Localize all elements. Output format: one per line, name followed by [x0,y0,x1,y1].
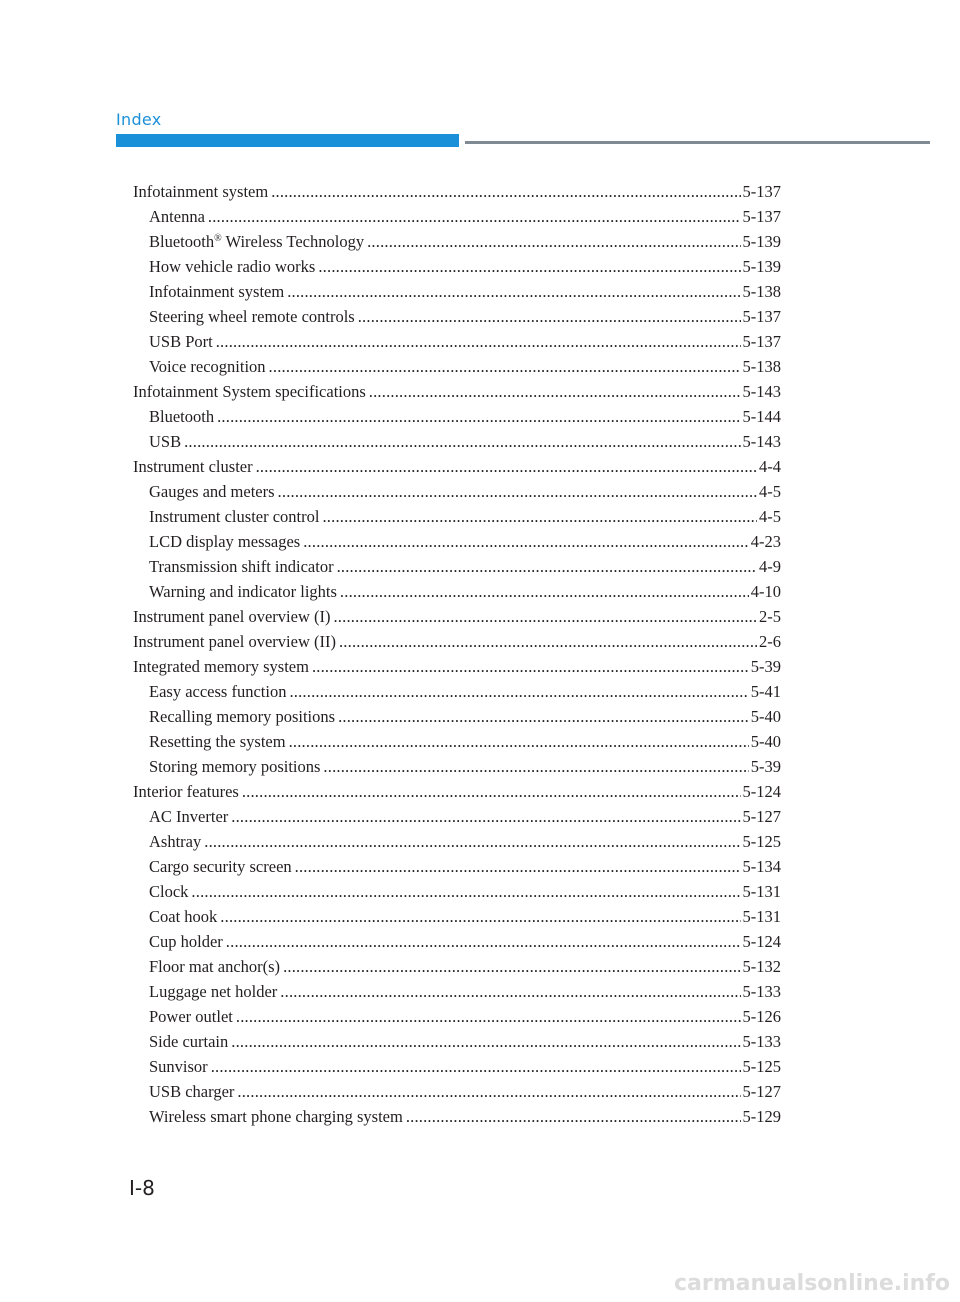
entry-label [149,804,228,829]
entry-page-ref: 5-137 [742,307,781,326]
entry-label [149,429,181,454]
entry-label-text: Antenna [149,207,205,226]
dot-leader [242,779,741,804]
dot-leader [204,829,740,854]
page-number: I-8 [129,1176,155,1200]
entry-label [149,529,300,554]
index-subentry [133,679,781,704]
dot-leader [211,1054,741,1079]
entry-label [149,229,364,254]
index-subentry [133,229,781,254]
entry-label-text: Steering wheel remote controls [149,307,355,326]
entry-label-text: Coat hook [149,907,218,926]
entry-page-ref: 5-143 [742,382,781,401]
entry-label [149,879,188,904]
dot-leader [226,929,741,954]
entry-label [149,1004,233,1029]
entry-page-ref: 4-5 [759,507,781,526]
index-subentry [133,204,781,229]
dot-leader [369,379,741,404]
entry-label-text: Transmission shift indicator [149,557,334,576]
dot-leader [191,879,740,904]
dot-leader [340,579,749,604]
index-subentry [133,479,781,504]
entry-page-ref: 5-137 [742,207,781,226]
entry-label [133,379,366,404]
entry-page-ref: 5-125 [742,1057,781,1076]
entry-label [149,1079,234,1104]
entry-label-text: Floor mat anchor(s) [149,957,281,976]
dot-leader [339,629,757,654]
entry-label-text: USB Port [149,332,213,351]
entry-page-ref: 2-5 [759,607,781,626]
dot-leader [318,254,740,279]
dot-leader [280,979,740,1004]
entry-page-ref: 5-131 [742,882,781,901]
index-subentry [133,404,781,429]
entry-label [149,829,201,854]
index-subentry [133,529,781,554]
entry-label-text: Instrument cluster [133,457,253,476]
entry-page-ref: 5-39 [750,757,781,776]
dot-leader [312,654,749,679]
entry-label [133,604,330,629]
index-entry [133,604,781,629]
dot-leader [358,304,741,329]
entry-page-ref: 4-5 [759,482,781,501]
entry-page-ref: 5-125 [742,832,781,851]
dot-leader [338,704,749,729]
dot-leader [295,854,741,879]
index-subentry [133,579,781,604]
index-subentry [133,504,781,529]
entry-label-text: LCD display messages [149,532,301,551]
entry-label [133,179,268,204]
dot-leader [216,329,741,354]
entry-label-text: Interior features [133,782,239,801]
entry-label [149,704,335,729]
entry-label-text: Ashtray [149,832,202,851]
entry-label-text: Instrument panel overview (I) [133,607,331,626]
entry-label-text: Cup holder [149,932,223,951]
entry-page-ref: 5-127 [742,807,781,826]
entry-page-ref: 5-40 [750,732,781,751]
index-subentry [133,279,781,304]
entry-label-suffix: Wireless Technology [221,232,365,251]
entry-page-ref: 5-133 [742,982,781,1001]
entry-label-text: Cargo security screen [149,857,292,876]
entry-label [149,354,266,379]
index-subentry [133,804,781,829]
index-subentry [133,329,781,354]
index-subentry [133,979,781,1004]
entry-page-ref: 5-137 [742,182,781,201]
index-subentry [133,1079,781,1104]
entry-label [149,954,280,979]
entry-label-text: USB charger [149,1082,235,1101]
entry-page-ref: 5-133 [742,1032,781,1051]
entry-label [149,979,277,1004]
dot-leader [256,454,757,479]
watermark: carmanualsonline.info [674,1271,950,1296]
dot-leader [322,504,757,529]
entry-label [133,454,253,479]
entry-page-ref: 5-137 [742,332,781,351]
index-subentry [133,854,781,879]
entry-page-ref: 5-126 [742,1007,781,1026]
entry-label-text: Bluetooth [149,232,215,251]
index-list [133,179,781,1129]
entry-label [149,929,223,954]
index-subentry [133,429,781,454]
dot-leader [303,529,749,554]
entry-label-text: Gauges and meters [149,482,275,501]
entry-label [149,579,337,604]
entry-label-text: Resetting the system [149,732,286,751]
entry-label [149,1104,403,1129]
dot-leader [220,904,740,929]
entry-page-ref: 5-129 [742,1107,781,1126]
index-subentry [133,1004,781,1029]
index-subentry [133,954,781,979]
entry-label [133,779,239,804]
entry-page-ref: 4-4 [759,457,781,476]
entry-label-text: Easy access function [149,682,287,701]
dot-leader [289,679,748,704]
dot-leader [184,429,740,454]
entry-label-text: Side curtain [149,1032,229,1051]
dot-leader [278,479,757,504]
entry-page-ref: 5-40 [750,707,781,726]
dot-leader [231,804,740,829]
entry-label [149,679,286,704]
header-accent-bar [116,134,459,147]
entry-page-ref: 5-143 [742,432,781,451]
dot-leader [323,754,748,779]
entry-page-ref: 5-41 [750,682,781,701]
header-divider-line [465,141,930,144]
entry-label [133,654,309,679]
entry-label-text: Integrated memory system [133,657,309,676]
index-entry [133,179,781,204]
entry-label [149,1054,208,1079]
entry-label-text: Infotainment system [149,282,285,301]
dot-leader [283,954,740,979]
entry-label [149,729,286,754]
entry-label-text: Bluetooth [149,407,215,426]
entry-page-ref: 5-138 [742,282,781,301]
dot-leader [333,604,757,629]
index-subentry [133,1104,781,1129]
index-subentry [133,354,781,379]
entry-label-text: Infotainment System specifications [133,382,366,401]
dot-leader [208,204,741,229]
index-entry [133,779,781,804]
entry-label-text: Luggage net holder [149,982,278,1001]
entry-page-ref: 5-132 [742,957,781,976]
entry-label [149,854,292,879]
entry-page-ref: 5-134 [742,857,781,876]
entry-page-ref: 4-10 [750,582,781,601]
entry-page-ref: 5-124 [742,782,781,801]
entry-page-ref: 5-138 [742,357,781,376]
entry-label-text: Voice recognition [149,357,266,376]
dot-leader [269,354,741,379]
entry-label-text: Wireless smart phone charging system [149,1107,403,1126]
entry-label [149,329,213,354]
dot-leader [337,554,757,579]
entry-label [149,504,319,529]
entry-label [149,554,334,579]
dot-leader [237,1079,740,1104]
dot-leader [287,279,740,304]
entry-label [149,304,355,329]
dot-leader [367,229,740,254]
section-title: Index [116,110,162,129]
entry-label [133,629,336,654]
entry-page-ref: 5-124 [742,932,781,951]
entry-label-text: Infotainment system [133,182,269,201]
index-subentry [133,754,781,779]
entry-label-text: How vehicle radio works [149,257,316,276]
entry-label-text: Warning and indicator lights [149,582,337,601]
entry-label-text: USB [149,432,182,451]
entry-page-ref: 5-127 [742,1082,781,1101]
entry-label-text: Sunvisor [149,1057,208,1076]
registered-mark: ® [214,233,222,244]
entry-page-ref: 2-6 [759,632,781,651]
dot-leader [236,1004,741,1029]
entry-page-ref: 5-139 [742,257,781,276]
entry-label [149,904,217,929]
entry-page-ref: 5-131 [742,907,781,926]
index-subentry [133,904,781,929]
entry-label [149,254,315,279]
dot-leader [217,404,740,429]
entry-page-ref: 5-139 [742,232,781,251]
index-subentry [133,729,781,754]
dot-leader [289,729,749,754]
entry-label [149,479,275,504]
index-subentry [133,704,781,729]
entry-label-text: Power outlet [149,1007,233,1026]
index-subentry [133,879,781,904]
entry-label-text: Clock [149,882,189,901]
index-subentry [133,829,781,854]
entry-label-text: Storing memory positions [149,757,321,776]
dot-leader [271,179,740,204]
entry-label [149,279,284,304]
index-subentry [133,929,781,954]
index-subentry [133,304,781,329]
index-subentry [133,1029,781,1054]
index-subentry [133,554,781,579]
entry-label [149,404,214,429]
index-subentry [133,1054,781,1079]
entry-page-ref: 5-39 [750,657,781,676]
entry-label-text: Instrument cluster control [149,507,320,526]
entry-label [149,204,205,229]
entry-page-ref: 4-9 [759,557,781,576]
index-entry [133,454,781,479]
entry-label-text: Recalling memory positions [149,707,336,726]
index-entry [133,379,781,404]
dot-leader [406,1104,741,1129]
entry-label [149,1029,228,1054]
entry-page-ref: 5-144 [742,407,781,426]
entry-page-ref: 4-23 [750,532,781,551]
index-entry [133,654,781,679]
dot-leader [231,1029,740,1054]
entry-label [149,754,320,779]
index-subentry [133,254,781,279]
entry-label-text: AC Inverter [149,807,229,826]
entry-label-text: Instrument panel overview (II) [133,632,336,651]
index-entry [133,629,781,654]
